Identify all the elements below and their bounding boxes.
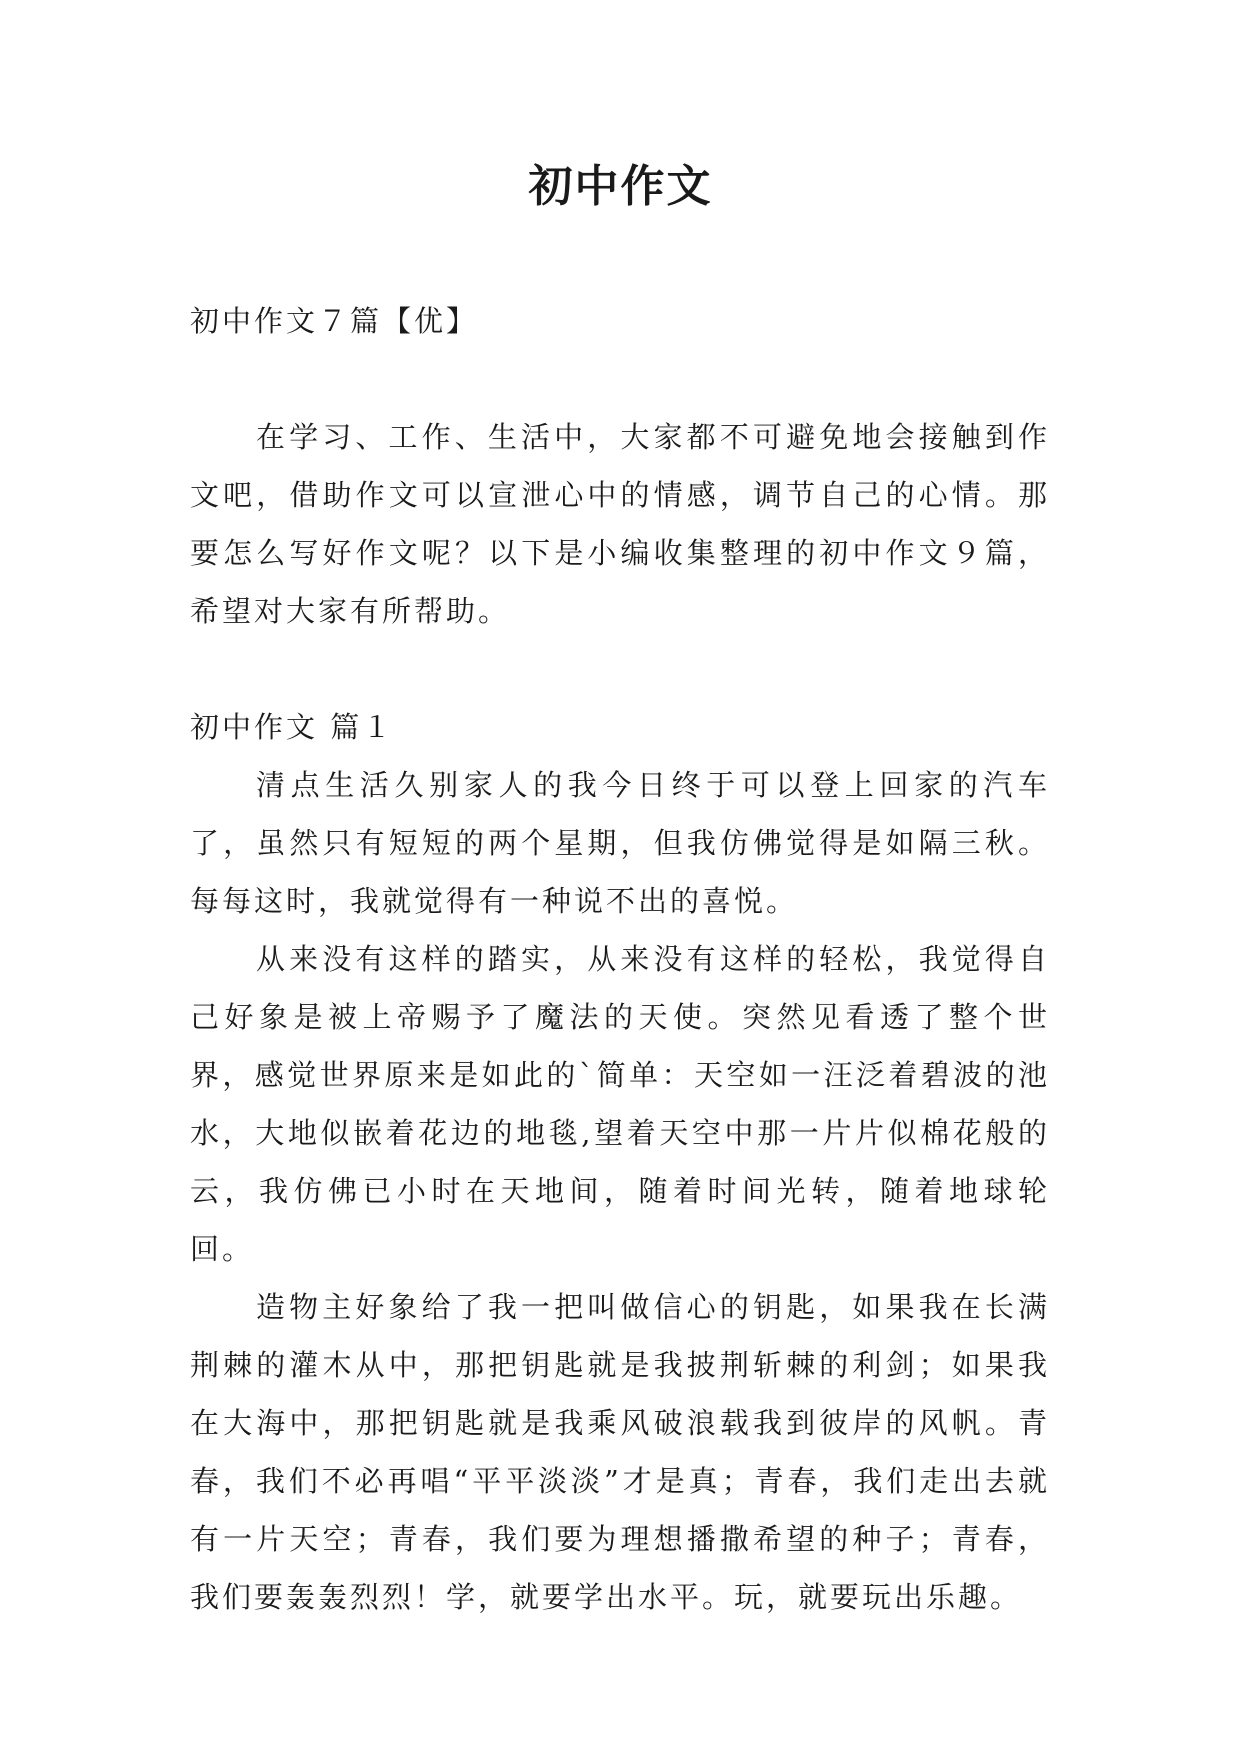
section-heading: 初中作文 篇１ (190, 710, 395, 744)
essay-paragraph-2: 从来没有这样的踏实，从来没有这样的轻松，我觉得自己好象是被上帝赐予了魔法的天使。突然见看透了整个世界，感觉世界原来是如此的`简单：天空如一汪泛着碧波的池水，大地似嵌着花边的地毯,望着天空中那一片片似棉花般的云，我仿佛已小时在天地间，随着时间光转，随着地球轮回。 (190, 942, 1050, 1266)
document-body (190, 292, 1050, 1626)
essay-paragraph-3: 造物主好象给了我一把叫做信心的钥匙，如果我在长满荆棘的灌木从中，那把钥匙就是我披荆斩棘的利剑；如果我在大海中，那把钥匙就是我乘风破浪载我到彼岸的风帆。青春，我们不必再唱“平平淡淡”才是真；青春，我们走出去就有一片天空；青春，我们要为理想播撒希望的种子；青春，我们要轰轰烈烈！学，就要学出水平。玩，就要玩出乐趣。 (190, 1290, 1050, 1614)
intro-paragraph: 在学习、工作、生活中，大家都不可避免地会接触到作文吧，借助作文可以宣泄心中的情感，调节自己的心情。那要怎么写好作文呢？以下是小编收集整理的初中作文９篇，希望对大家有所帮助。 (190, 420, 1050, 628)
document-subtitle: 初中作文７篇【优】 (190, 304, 479, 338)
essay-paragraph-1: 清点生活久别家人的我今日终于可以登上回家的汽车了，虽然只有短短的两个星期，但我仿佛觉得是如隔三秋。每每这时，我就觉得有一种说不出的喜悦。 (190, 768, 1050, 918)
document-title: 初中作文 (528, 161, 713, 212)
